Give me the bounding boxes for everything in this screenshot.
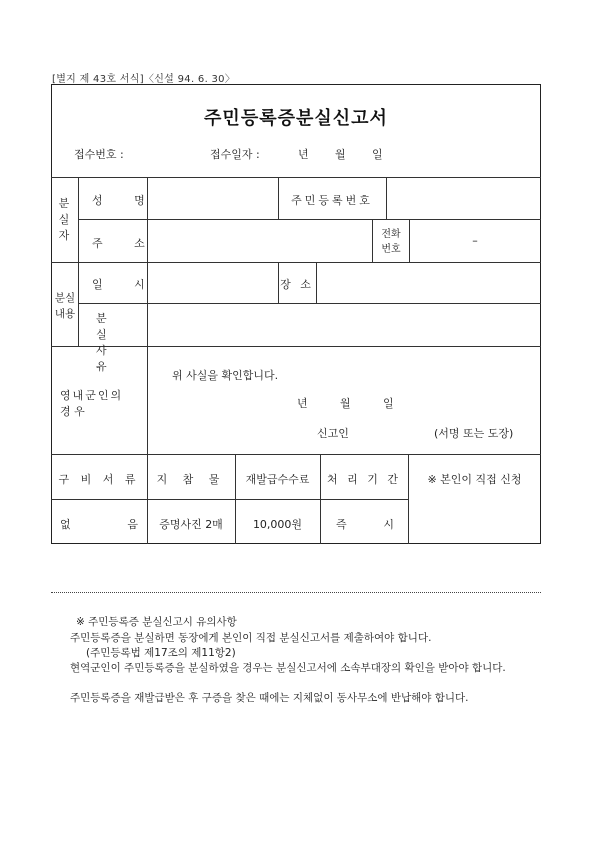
soldier-case-label-line2: [60, 403, 138, 419]
place-label: 장 소: [280, 278, 314, 291]
reissue-fee-header: 재발급수수료: [245, 473, 310, 486]
receipt-number-label: 접수번호 :: [74, 148, 124, 161]
signature-label: (서명 또는 도장): [434, 427, 514, 440]
items-to-bring-header: 지 참 물: [156, 473, 226, 486]
datetime-label: 일 시: [92, 278, 159, 291]
vline-bottom-3: [320, 454, 321, 544]
address-label: 주 소: [92, 237, 159, 250]
note-line-3: 주민등록증을 재발급받은 후 구증을 찾은 때에는 지체없이 동사무소에 반납해야 합니다.: [70, 692, 469, 704]
reporter-label: 신고인: [317, 427, 349, 440]
divider-receipt: [51, 177, 541, 178]
loser-section-label: 분실자: [58, 197, 70, 242]
soldier-case-label-line1: 영내군인의: [60, 389, 124, 402]
confirm-month: 월: [340, 397, 351, 410]
required-docs-value: 없 음: [60, 518, 138, 531]
reissue-fee-value: 10,000원: [252, 518, 303, 531]
dotted-separator: [51, 592, 541, 593]
receipt-month: 월: [335, 148, 346, 161]
vline-id-value: [386, 177, 387, 219]
note-line-1-sub: (주민등록법 제17조의 제11항2): [86, 647, 236, 659]
receipt-day: 일: [372, 148, 383, 161]
required-docs-header: 구 비 서 류: [58, 473, 140, 486]
note-line-1: 주민등록증을 분실하면 동장에게 본인이 직접 분실신고서를 제출하여야 합니다.: [70, 632, 432, 644]
receipt-year: 년: [298, 148, 309, 161]
apply-in-person-note: ※ 본인이 직접 신청: [427, 473, 522, 486]
confirm-day: 일: [383, 397, 394, 410]
phone-value: –: [472, 234, 478, 247]
vline-place-value: [316, 262, 317, 303]
vline-field-label: [147, 177, 148, 454]
form-number-caption: [별지 제 43호 서식]〈신설 94. 6. 30〉: [52, 74, 236, 85]
soldier-case-label-line2-text: 경 우: [60, 405, 85, 418]
notes-heading: ※ 주민등록증 분실신고시 유의사항: [76, 616, 237, 628]
receipt-date-label: 접수일자 :: [210, 148, 260, 161]
divider-loser-section: [51, 262, 541, 263]
processing-period-value: 즉 시: [336, 518, 394, 531]
items-to-bring-value: 증명사진 2매: [159, 518, 223, 531]
processing-period-header: 처 리 기 간: [327, 473, 401, 486]
form-title: 주민등록증분실신고서: [204, 108, 388, 129]
name-label: 성 명: [92, 194, 159, 207]
confirm-text: 위 사실을 확인합니다.: [172, 369, 279, 382]
divider-bottom-table: [51, 499, 408, 500]
vline-address-phone: [372, 219, 373, 262]
reason-label: 분 실 사 유: [96, 312, 117, 373]
vline-bottom-4: [408, 454, 409, 544]
note-line-2: 현역군인이 주민등록증을 분실하였을 경우는 분실신고서에 소속부대장의 확인을 받아야 합니다.: [70, 662, 506, 674]
loss-section-label: 분실내용: [54, 292, 76, 320]
divider-proxy-section: [51, 454, 541, 455]
resident-id-label: 주민등록번호: [291, 194, 373, 207]
phone-label: 전화번호: [381, 229, 401, 255]
confirm-year: 년: [297, 397, 308, 410]
